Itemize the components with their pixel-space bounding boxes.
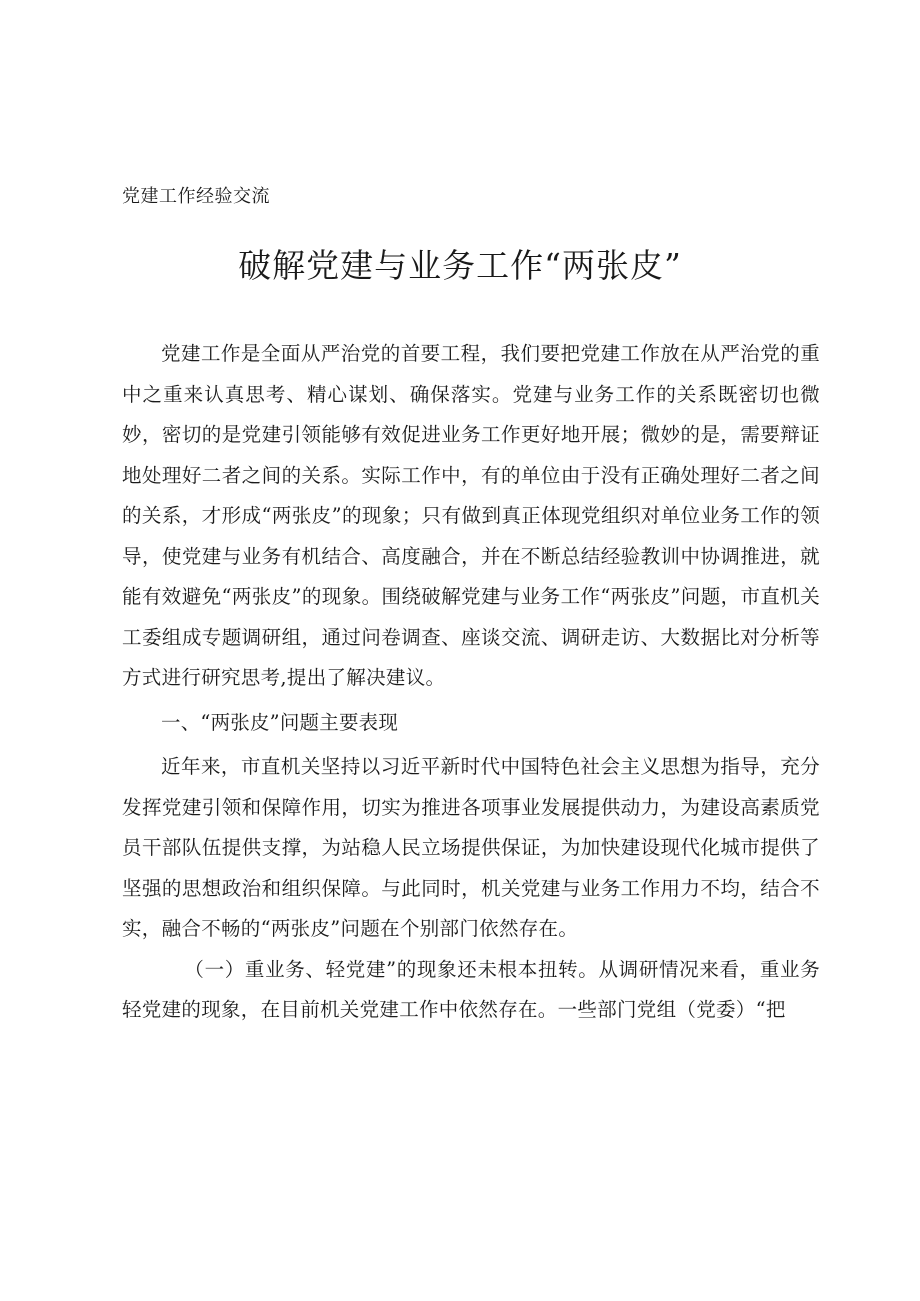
intro-paragraph: 党建工作是全面从严治党的首要工程，我们要把党建工作放在从严治党的重中之重来认真思考、精心谋划、确保落实。党建与业务工作的关系既密切也微妙，密切的是党建引领能够有效促进业务工作更好地开展；微妙的是，需要辩证地处理好二者之间的关系。实际工作中，有的单位由于没有正确处理好二者之间的关系，才形成“两张皮”的现象；只有做到真正体现党组织对单位业务工作的领导，使党建与业务有机结合、高度融合，并在不断总结经验教训中协调推进，就能有效避免“两张皮”的现象。围绕破解党建与业务工作“两张皮”问题，市直机关工委组成专题调研组，通过问卷调查、座谈交流、调研走访、大数据比对分析等方式进行研究思考,提出了解决建议。 xyxy=(122,342,820,689)
section-1-paragraph: 近年来，市直机关坚持以习近平新时代中国特色社会主义思想为指导，充分发挥党建引领和保障作用，切实为推进各项事业发展提供动力，为建设高素质党员干部队伍提供支撑，为站稳人民立场提供保证，为加快建设现代化城市提供了坚强的思想政治和组织保障。与此同时，机关党建与业务工作用力不均，结合不实，融合不畅的“两张皮”问题在个别部门依然存在。 xyxy=(122,755,820,940)
document-category-label: 党建工作经验交流 xyxy=(122,186,270,207)
section-heading-1: 一、“两张皮”问题主要表现 xyxy=(161,710,399,734)
subsection-1-paragraph: （一）重业务、轻党建”的现象还未根本扭转。从调研情况来看，重业务轻党建的现象，在目前机关党建工作中依然存在。一些部门党组（党委）“把 xyxy=(122,957,820,1021)
document-body xyxy=(122,334,820,1031)
document-title: 破解党建与业务工作“两张皮” xyxy=(238,246,682,285)
